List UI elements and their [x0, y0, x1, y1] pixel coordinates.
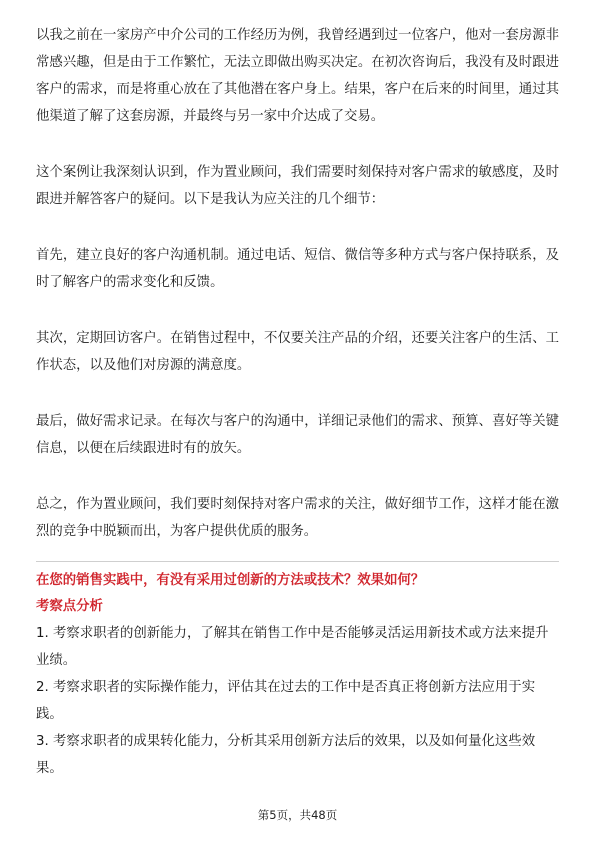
body-paragraph-2: 这个案例让我深刻认识到，作为置业顾问，我们需要时刻保持对客户需求的敏感度，及时跟进并解答客户的疑问。以下是我认为应关注的几个细节：: [36, 165, 559, 207]
analysis-item-2: 2. 考察求职者的实际操作能力，评估其在过去的工作中是否真正将创新方法应用于实践。: [36, 680, 536, 722]
analysis-item-1: 1. 考察求职者的创新能力，了解其在销售工作中是否能够灵活运用新技术或方法来提升业绩。: [36, 626, 549, 668]
body-paragraph-6: 总之，作为置业顾问，我们要时刻保持对客户需求的关注，做好细节工作，这样才能在激烈的竞争中脱颖而出，为客户提供优质的服务。: [36, 497, 559, 539]
page-number-footer: 第5页，共48页: [257, 808, 338, 822]
body-paragraph-5: 最后，做好需求记录。在每次与客户的沟通中，详细记录他们的需求、预算、喜好等关键信息，以便在后续跟进时有的放矢。: [36, 414, 559, 456]
interview-question: 在您的销售实践中，有没有采用过创新的方法或技术？效果如何？: [36, 573, 425, 588]
body-paragraph-3: 首先，建立良好的客户沟通机制。通过电话、短信、微信等多种方式与客户保持联系，及时了解客户的需求变化和反馈。: [36, 248, 559, 290]
analysis-heading: 考察点分析: [36, 599, 103, 614]
body-paragraph-1: 以我之前在一家房产中介公司的工作经历为例，我曾经遇到过一位客户，他对一套房源非常感兴趣，但是由于工作繁忙，无法立即做出购买决定。在初次咨询后，我没有及时跟进客户的需求，而是将重心放在了其他潜在客户身上。结果，客户在后来的时间里，通过其他渠道了解了这套房源，并最终与另一家中介达成了交易。: [36, 28, 559, 124]
section-divider: [36, 561, 559, 562]
analysis-item-3: 3. 考察求职者的成果转化能力，分析其采用创新方法后的效果，以及如何量化这些效果。: [36, 734, 536, 776]
body-paragraph-4: 其次，定期回访客户。在销售过程中，不仅要关注产品的介绍，还要关注客户的生活、工作状态，以及他们对房源的满意度。: [36, 331, 559, 373]
page-content: [36, 22, 559, 782]
